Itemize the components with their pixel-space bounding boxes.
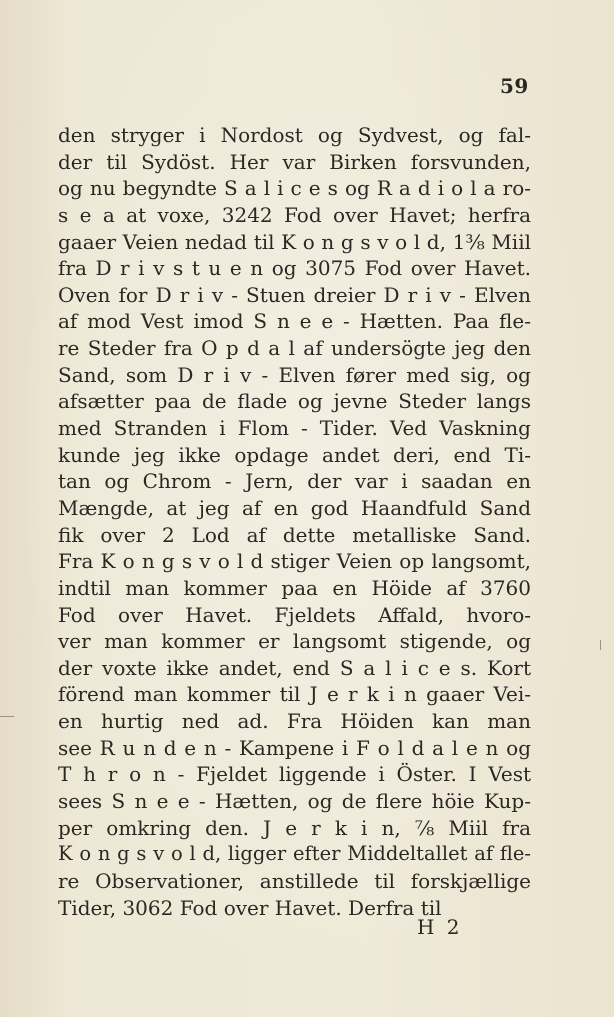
text-line: re Steder fra O p d a l af undersögte jeg den — [58, 336, 531, 361]
text-line: Fra K o n g s v o l d stiger Veien op langsomt, — [58, 549, 531, 574]
text-line: sees S n e e - Hætten, og de flere höie Kup- — [58, 789, 531, 814]
text-line: og nu begyndte S a l i c e s og R a d i o l a ro- — [58, 176, 531, 201]
text-line: kunde jeg ikke opdage andet deri, end Ti- — [58, 442, 531, 467]
text-line: re Observationer, anstillede til forskjællige — [58, 868, 531, 893]
text-line: en hurtig ned ad. Fra Höiden kan man — [58, 709, 531, 734]
text-line: Tider, 3062 Fod over Havet. Derfra til — [58, 895, 442, 920]
text-line: der til Sydöst. Her var Birken forsvunden, — [58, 149, 531, 174]
text-line: ver man kommer er langsomt stigende, og — [58, 629, 531, 654]
text-line: gaaer Veien nedad til K o n g s v o l d, 1⅜ Miil — [58, 229, 531, 254]
text-line: T h r o n - Fjeldet liggende i Öster. I Vest — [58, 762, 531, 787]
text-line: Oven for D r i v - Stuen dreier D r i v - Elven — [58, 282, 531, 307]
text-line: see R u n d e n - Kampene i F o l d a l e n og — [58, 735, 531, 760]
text-line: per omkring den. J e r k i n, ⅞ Miil fra — [58, 815, 531, 840]
text-line: den stryger i Nordost og Sydvest, og fal- — [58, 123, 531, 147]
text-line: fra D r i v s t u e n og 3075 Fod over Havet. — [58, 256, 531, 281]
text-line: Mængde, at jeg af en god Haandfuld Sand — [58, 495, 531, 520]
text-line: tan og Chrom - Jern, der var i saadan en — [58, 469, 531, 494]
page-number: 59 — [500, 74, 529, 98]
body-text — [58, 122, 531, 921]
signature-mark: H 2 — [417, 915, 463, 939]
text-line: s e a at voxe, 3242 Fod over Havet; herfra — [58, 202, 531, 227]
text-line: Sand, som D r i v - Elven fører med sig, og — [58, 362, 531, 387]
margin-tick — [0, 716, 14, 717]
text-line: Fod over Havet. Fjeldets Affald, hvoro- — [58, 602, 531, 627]
text-line: indtil man kommer paa en Höide af 3760 — [58, 575, 531, 600]
text-line: af mod Vest imod S n e e - Hætten. Paa fle- — [58, 309, 531, 334]
text-line: K o n g s v o l d, ligger efter Middeltallet af fle- — [58, 842, 531, 866]
text-line: med Stranden i Flom - Tider. Ved Vaskning — [58, 416, 531, 441]
text-line: afsætter paa de flade og jevne Steder langs — [58, 389, 531, 414]
text-line: fik over 2 Lod af dette metalliske Sand. — [58, 522, 531, 547]
text-line: förend man kommer til J e r k i n gaaer Vei- — [58, 682, 531, 707]
text-line: der voxte ikke andet, end S a l i c e s. Kort — [58, 655, 531, 680]
margin-tick — [600, 640, 601, 650]
